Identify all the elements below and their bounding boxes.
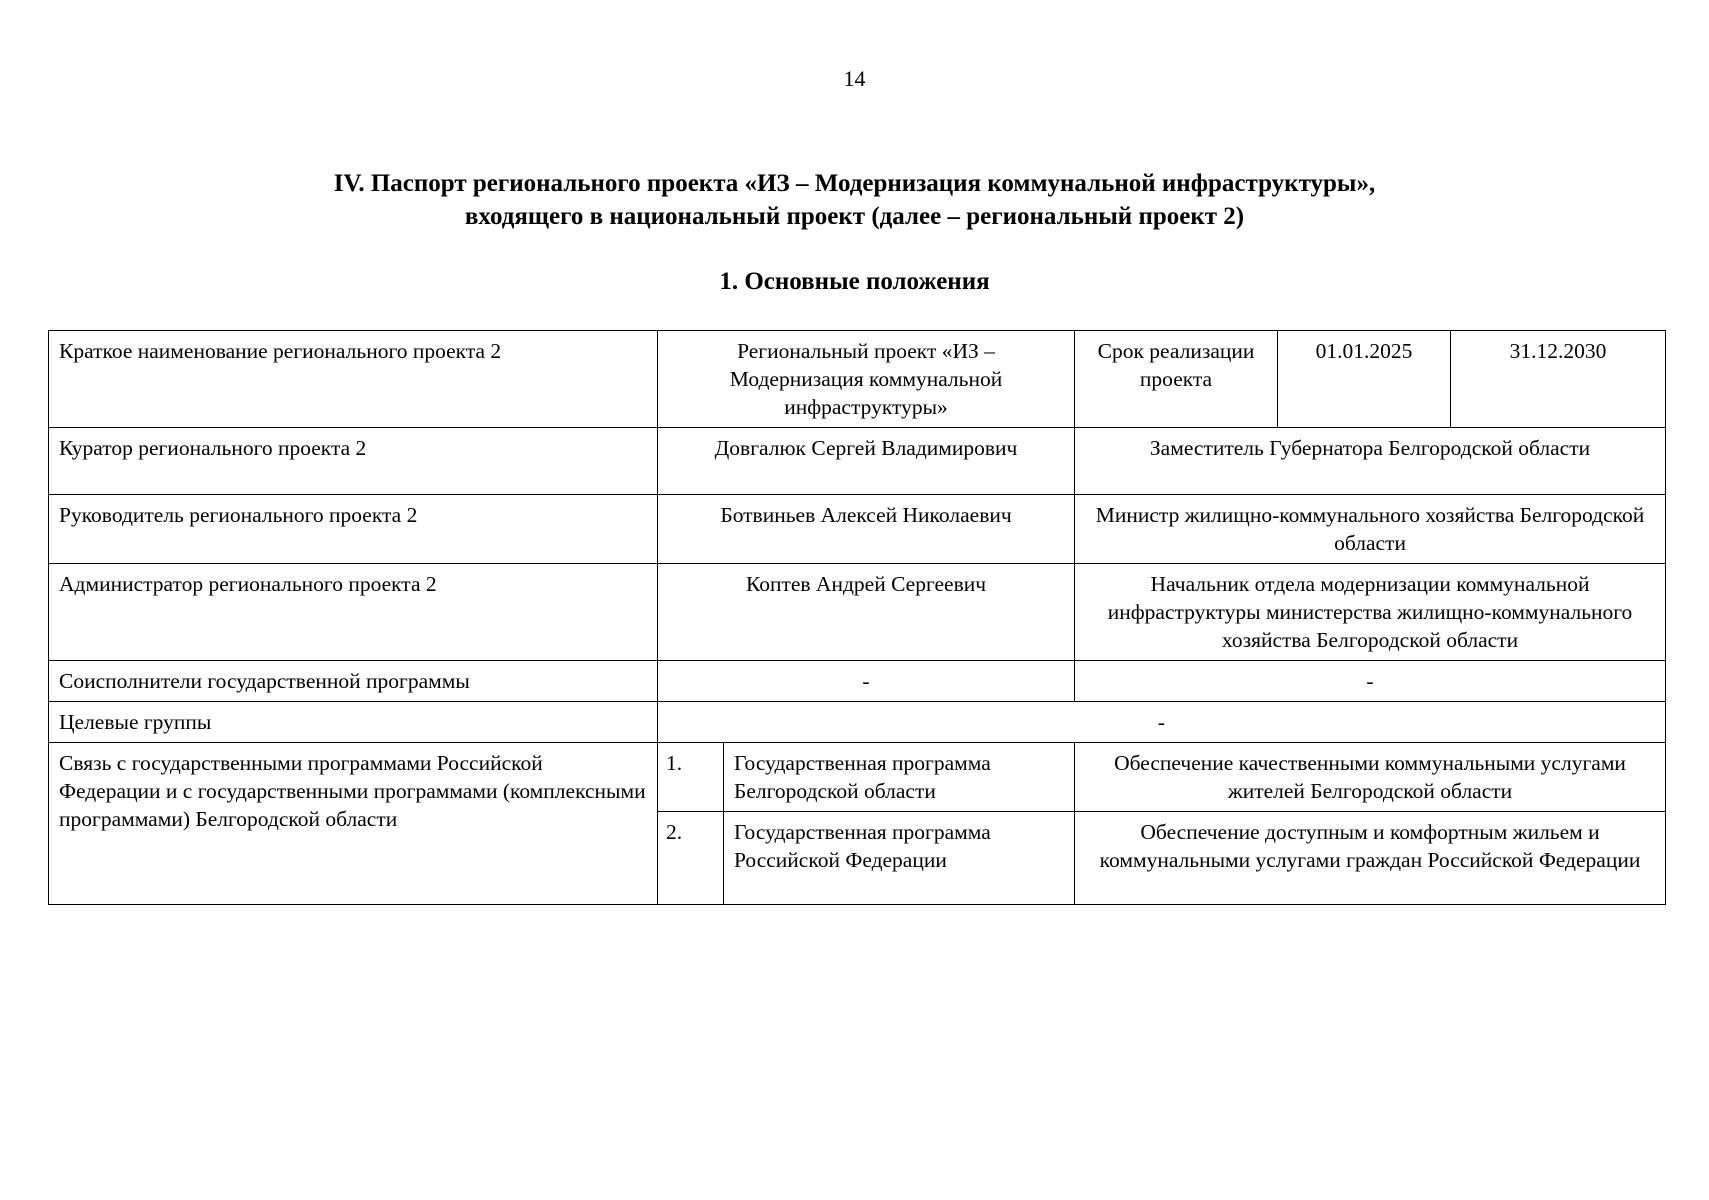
co-executors-value-2: - (1075, 661, 1666, 702)
heading-line-1: IV. Паспорт регионального проекта «ИЗ – Модернизация коммунальной инфраструктуры», (333, 170, 1376, 197)
curator-label: Куратор регионального проекта 2 (49, 428, 658, 495)
leader-position: Министр жилищно-коммунального хозяйства Белгородской области (1075, 495, 1666, 564)
curator-position: Заместитель Губернатора Белгородской области (1075, 428, 1666, 495)
row-leader (49, 495, 1666, 564)
co-executors-label: Соисполнители государственной программы (49, 661, 658, 702)
period-label: Срок реализации проекта (1075, 331, 1278, 428)
row-link-1 (49, 743, 1666, 812)
short-name-label: Краткое наименование регионального проекта 2 (49, 331, 658, 428)
heading-line-2: входящего в национальный проект (далее – региональный проект 2) (464, 203, 1245, 230)
row-administrator (49, 564, 1666, 661)
target-groups-label: Целевые группы (49, 702, 658, 743)
short-name-value: Региональный проект «ИЗ – Модернизация коммунальной инфраструктуры» (658, 331, 1075, 428)
row-co-executors (49, 661, 1666, 702)
leader-label: Руководитель регионального проекта 2 (49, 495, 658, 564)
document-heading (0, 167, 1709, 233)
curator-name: Довгалюк Сергей Владимирович (658, 428, 1075, 495)
administrator-label: Администратор регионального проекта 2 (49, 564, 658, 661)
leader-name: Ботвиньев Алексей Николаевич (658, 495, 1075, 564)
row-target-groups (49, 702, 1666, 743)
start-date: 01.01.2025 (1278, 331, 1451, 428)
link-1-goal: Обеспечение качественными коммунальными услугами жителей Белгородской области (1075, 743, 1666, 812)
project-passport-table (48, 330, 1666, 905)
target-groups-value: - (658, 702, 1666, 743)
end-date: 31.12.2030 (1451, 331, 1666, 428)
section-title: 1. Основные положения (719, 268, 990, 295)
co-executors-value-1: - (658, 661, 1075, 702)
link-2-program: Государственная программа Российской Федерации (724, 812, 1075, 905)
administrator-name: Коптев Андрей Сергеевич (658, 564, 1075, 661)
link-1-number: 1. (658, 743, 724, 812)
row-curator (49, 428, 1666, 495)
page-number: 14 (843, 66, 866, 91)
row-short-name (49, 331, 1666, 428)
link-1-program: Государственная программа Белгородской области (724, 743, 1075, 812)
link-2-number: 2. (658, 812, 724, 905)
links-label: Связь с государственными программами Российской Федерации и с государственными программами (комплексными программами) Белгородской области (49, 743, 658, 905)
link-2-goal: Обеспечение доступным и комфортным жильем и коммунальными услугами граждан Российской Федерации (1075, 812, 1666, 905)
administrator-position: Начальник отдела модернизации коммунальной инфраструктуры министерства жилищно-коммунального хозяйства Белгородской области (1075, 564, 1666, 661)
